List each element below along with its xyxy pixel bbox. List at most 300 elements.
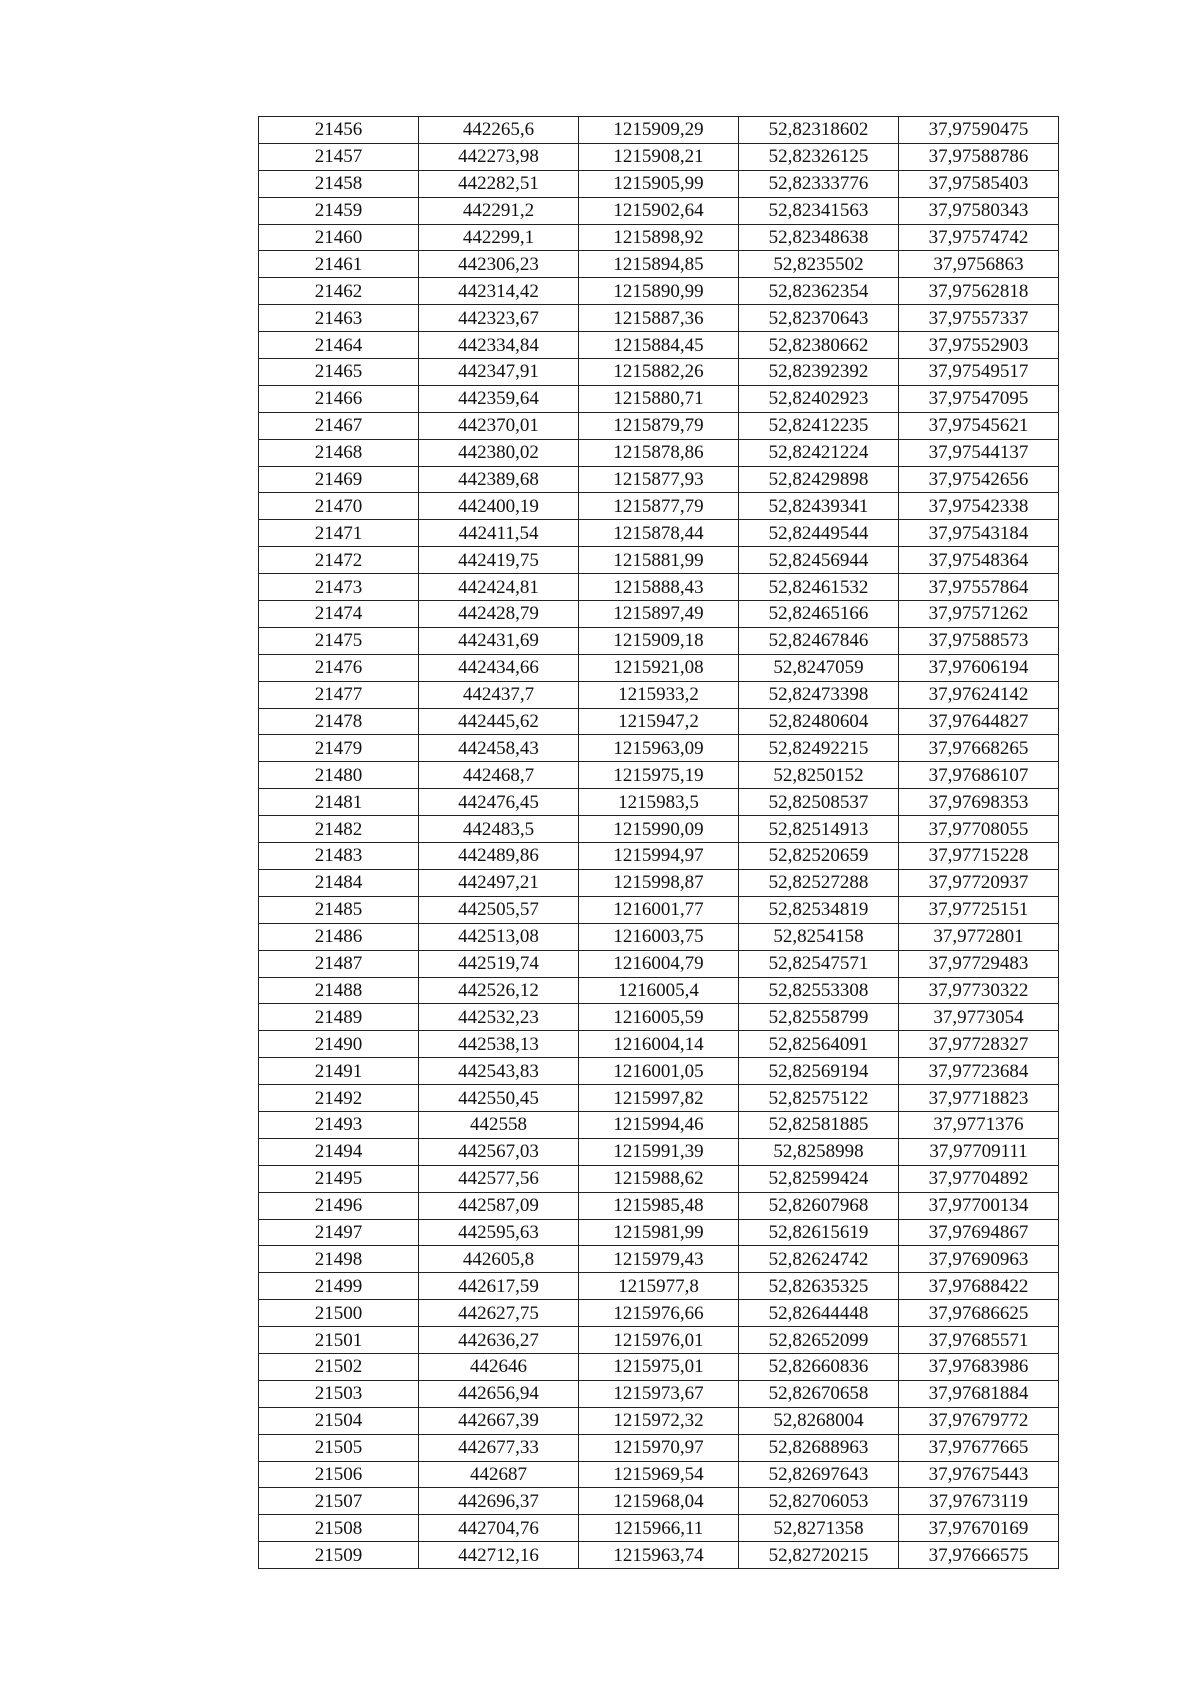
latitude-cell: 52,82688963	[739, 1434, 899, 1461]
y-coordinate-cell: 1215968,04	[579, 1488, 739, 1515]
table-row	[259, 1327, 1059, 1354]
table-row	[259, 896, 1059, 923]
longitude-cell: 37,97725151	[899, 896, 1059, 923]
longitude-cell: 37,97644827	[899, 708, 1059, 735]
point-number-cell: 21476	[259, 654, 419, 681]
y-coordinate-cell: 1216005,4	[579, 977, 739, 1004]
table-row	[259, 1380, 1059, 1407]
point-number-cell: 21477	[259, 681, 419, 708]
point-number-cell: 21470	[259, 493, 419, 520]
x-coordinate-cell: 442526,12	[419, 977, 579, 1004]
x-coordinate-cell: 442483,5	[419, 816, 579, 843]
longitude-cell: 37,97679772	[899, 1407, 1059, 1434]
longitude-cell: 37,97715228	[899, 843, 1059, 870]
y-coordinate-cell: 1215976,66	[579, 1300, 739, 1327]
longitude-cell: 37,97708055	[899, 816, 1059, 843]
latitude-cell: 52,82461532	[739, 574, 899, 601]
y-coordinate-cell: 1215877,93	[579, 466, 739, 493]
point-number-cell: 21494	[259, 1138, 419, 1165]
table-row	[259, 1246, 1059, 1273]
table-row	[259, 224, 1059, 251]
longitude-cell: 37,97557337	[899, 305, 1059, 332]
point-number-cell: 21491	[259, 1058, 419, 1085]
latitude-cell: 52,82449544	[739, 520, 899, 547]
latitude-cell: 52,82421224	[739, 439, 899, 466]
x-coordinate-cell: 442696,37	[419, 1488, 579, 1515]
table-row	[259, 1407, 1059, 1434]
point-number-cell: 21486	[259, 923, 419, 950]
y-coordinate-cell: 1215976,01	[579, 1327, 739, 1354]
table-row	[259, 627, 1059, 654]
latitude-cell: 52,82652099	[739, 1327, 899, 1354]
table-row	[259, 1542, 1059, 1569]
longitude-cell: 37,97543184	[899, 520, 1059, 547]
point-number-cell: 21508	[259, 1515, 419, 1542]
latitude-cell: 52,82318602	[739, 117, 899, 144]
latitude-cell: 52,82697643	[739, 1461, 899, 1488]
longitude-cell: 37,97670169	[899, 1515, 1059, 1542]
table-row	[259, 117, 1059, 144]
latitude-cell: 52,82492215	[739, 735, 899, 762]
y-coordinate-cell: 1215998,87	[579, 869, 739, 896]
latitude-cell: 52,8258998	[739, 1138, 899, 1165]
x-coordinate-cell: 442380,02	[419, 439, 579, 466]
longitude-cell: 37,97700134	[899, 1192, 1059, 1219]
point-number-cell: 21456	[259, 117, 419, 144]
table-row	[259, 950, 1059, 977]
x-coordinate-cell: 442347,91	[419, 359, 579, 386]
x-coordinate-cell: 442359,64	[419, 385, 579, 412]
table-row	[259, 412, 1059, 439]
x-coordinate-cell: 442595,63	[419, 1219, 579, 1246]
y-coordinate-cell: 1215963,74	[579, 1542, 739, 1569]
y-coordinate-cell: 1215921,08	[579, 654, 739, 681]
x-coordinate-cell: 442273,98	[419, 143, 579, 170]
x-coordinate-cell: 442389,68	[419, 466, 579, 493]
y-coordinate-cell: 1215888,43	[579, 574, 739, 601]
y-coordinate-cell: 1215878,44	[579, 520, 739, 547]
x-coordinate-cell: 442505,57	[419, 896, 579, 923]
point-number-cell: 21474	[259, 601, 419, 628]
y-coordinate-cell: 1215887,36	[579, 305, 739, 332]
longitude-cell: 37,97718823	[899, 1085, 1059, 1112]
y-coordinate-cell: 1215894,85	[579, 251, 739, 278]
y-coordinate-cell: 1215966,11	[579, 1515, 739, 1542]
x-coordinate-cell: 442400,19	[419, 493, 579, 520]
x-coordinate-cell: 442323,67	[419, 305, 579, 332]
point-number-cell: 21499	[259, 1273, 419, 1300]
point-number-cell: 21484	[259, 869, 419, 896]
x-coordinate-cell: 442306,23	[419, 251, 579, 278]
longitude-cell: 37,9756863	[899, 251, 1059, 278]
point-number-cell: 21496	[259, 1192, 419, 1219]
point-number-cell: 21473	[259, 574, 419, 601]
latitude-cell: 52,82581885	[739, 1111, 899, 1138]
point-number-cell: 21472	[259, 547, 419, 574]
x-coordinate-cell: 442370,01	[419, 412, 579, 439]
y-coordinate-cell: 1216004,14	[579, 1031, 739, 1058]
x-coordinate-cell: 442636,27	[419, 1327, 579, 1354]
longitude-cell: 37,9773054	[899, 1004, 1059, 1031]
latitude-cell: 52,82720215	[739, 1542, 899, 1569]
longitude-cell: 37,97585403	[899, 170, 1059, 197]
longitude-cell: 37,97624142	[899, 681, 1059, 708]
table-row	[259, 1353, 1059, 1380]
x-coordinate-cell: 442532,23	[419, 1004, 579, 1031]
latitude-cell: 52,82527288	[739, 869, 899, 896]
y-coordinate-cell: 1215880,71	[579, 385, 739, 412]
point-number-cell: 21478	[259, 708, 419, 735]
x-coordinate-cell: 442656,94	[419, 1380, 579, 1407]
latitude-cell: 52,8250152	[739, 762, 899, 789]
point-number-cell: 21498	[259, 1246, 419, 1273]
table-row	[259, 1300, 1059, 1327]
x-coordinate-cell: 442419,75	[419, 547, 579, 574]
x-coordinate-cell: 442617,59	[419, 1273, 579, 1300]
point-number-cell: 21481	[259, 789, 419, 816]
latitude-cell: 52,82599424	[739, 1165, 899, 1192]
x-coordinate-cell: 442577,56	[419, 1165, 579, 1192]
longitude-cell: 37,97544137	[899, 439, 1059, 466]
y-coordinate-cell: 1215994,97	[579, 843, 739, 870]
y-coordinate-cell: 1215975,19	[579, 762, 739, 789]
table-row	[259, 1058, 1059, 1085]
latitude-cell: 52,82575122	[739, 1085, 899, 1112]
table-row	[259, 466, 1059, 493]
latitude-cell: 52,8268004	[739, 1407, 899, 1434]
y-coordinate-cell: 1215881,99	[579, 547, 739, 574]
latitude-cell: 52,82333776	[739, 170, 899, 197]
latitude-cell: 52,82520659	[739, 843, 899, 870]
longitude-cell: 37,97698353	[899, 789, 1059, 816]
y-coordinate-cell: 1215990,09	[579, 816, 739, 843]
latitude-cell: 52,82508537	[739, 789, 899, 816]
x-coordinate-cell: 442497,21	[419, 869, 579, 896]
y-coordinate-cell: 1215902,64	[579, 197, 739, 224]
table-row	[259, 1138, 1059, 1165]
table-row	[259, 869, 1059, 896]
y-coordinate-cell: 1215877,79	[579, 493, 739, 520]
longitude-cell: 37,97588786	[899, 143, 1059, 170]
table-row	[259, 1111, 1059, 1138]
table-row	[259, 601, 1059, 628]
longitude-cell: 37,97690963	[899, 1246, 1059, 1273]
latitude-cell: 52,82615619	[739, 1219, 899, 1246]
latitude-cell: 52,82402923	[739, 385, 899, 412]
table-row	[259, 977, 1059, 1004]
longitude-cell: 37,97723684	[899, 1058, 1059, 1085]
y-coordinate-cell: 1215970,97	[579, 1434, 739, 1461]
longitude-cell: 37,97590475	[899, 117, 1059, 144]
x-coordinate-cell: 442489,86	[419, 843, 579, 870]
longitude-cell: 37,97549517	[899, 359, 1059, 386]
y-coordinate-cell: 1216004,79	[579, 950, 739, 977]
latitude-cell: 52,82348638	[739, 224, 899, 251]
table-row	[259, 816, 1059, 843]
point-number-cell: 21485	[259, 896, 419, 923]
x-coordinate-cell: 442428,79	[419, 601, 579, 628]
x-coordinate-cell: 442538,13	[419, 1031, 579, 1058]
y-coordinate-cell: 1216001,05	[579, 1058, 739, 1085]
latitude-cell: 52,82660836	[739, 1353, 899, 1380]
table-row	[259, 547, 1059, 574]
latitude-cell: 52,8271358	[739, 1515, 899, 1542]
longitude-cell: 37,97681884	[899, 1380, 1059, 1407]
latitude-cell: 52,82341563	[739, 197, 899, 224]
longitude-cell: 37,97730322	[899, 977, 1059, 1004]
y-coordinate-cell: 1215994,46	[579, 1111, 739, 1138]
x-coordinate-cell: 442458,43	[419, 735, 579, 762]
table-row	[259, 762, 1059, 789]
table-row	[259, 735, 1059, 762]
y-coordinate-cell: 1215973,67	[579, 1380, 739, 1407]
y-coordinate-cell: 1215909,18	[579, 627, 739, 654]
longitude-cell: 37,97542338	[899, 493, 1059, 520]
table-row	[259, 708, 1059, 735]
latitude-cell: 52,82362354	[739, 278, 899, 305]
point-number-cell: 21464	[259, 332, 419, 359]
point-number-cell: 21502	[259, 1353, 419, 1380]
table-row	[259, 359, 1059, 386]
y-coordinate-cell: 1215933,2	[579, 681, 739, 708]
x-coordinate-cell: 442431,69	[419, 627, 579, 654]
latitude-cell: 52,8235502	[739, 251, 899, 278]
longitude-cell: 37,97666575	[899, 1542, 1059, 1569]
y-coordinate-cell: 1215878,86	[579, 439, 739, 466]
table-row	[259, 1085, 1059, 1112]
x-coordinate-cell: 442476,45	[419, 789, 579, 816]
point-number-cell: 21501	[259, 1327, 419, 1354]
y-coordinate-cell: 1216005,59	[579, 1004, 739, 1031]
point-number-cell: 21457	[259, 143, 419, 170]
table-row	[259, 520, 1059, 547]
y-coordinate-cell: 1215988,62	[579, 1165, 739, 1192]
x-coordinate-cell: 442424,81	[419, 574, 579, 601]
latitude-cell: 52,82547571	[739, 950, 899, 977]
x-coordinate-cell: 442411,54	[419, 520, 579, 547]
y-coordinate-cell: 1215884,45	[579, 332, 739, 359]
latitude-cell: 52,82456944	[739, 547, 899, 574]
longitude-cell: 37,97728327	[899, 1031, 1059, 1058]
longitude-cell: 37,97562818	[899, 278, 1059, 305]
x-coordinate-cell: 442468,7	[419, 762, 579, 789]
table-row	[259, 1004, 1059, 1031]
longitude-cell: 37,97694867	[899, 1219, 1059, 1246]
point-number-cell: 21463	[259, 305, 419, 332]
longitude-cell: 37,97542656	[899, 466, 1059, 493]
point-number-cell: 21467	[259, 412, 419, 439]
point-number-cell: 21505	[259, 1434, 419, 1461]
table-row	[259, 654, 1059, 681]
latitude-cell: 52,82534819	[739, 896, 899, 923]
x-coordinate-cell: 442434,66	[419, 654, 579, 681]
latitude-cell: 52,82412235	[739, 412, 899, 439]
point-number-cell: 21487	[259, 950, 419, 977]
point-number-cell: 21480	[259, 762, 419, 789]
point-number-cell: 21483	[259, 843, 419, 870]
longitude-cell: 37,97729483	[899, 950, 1059, 977]
y-coordinate-cell: 1215909,29	[579, 117, 739, 144]
longitude-cell: 37,97545621	[899, 412, 1059, 439]
point-number-cell: 21482	[259, 816, 419, 843]
table-row	[259, 439, 1059, 466]
latitude-cell: 52,8254158	[739, 923, 899, 950]
x-coordinate-cell: 442712,16	[419, 1542, 579, 1569]
table-row	[259, 493, 1059, 520]
x-coordinate-cell: 442543,83	[419, 1058, 579, 1085]
longitude-cell: 37,97686625	[899, 1300, 1059, 1327]
y-coordinate-cell: 1215975,01	[579, 1353, 739, 1380]
y-coordinate-cell: 1215879,79	[579, 412, 739, 439]
y-coordinate-cell: 1215983,5	[579, 789, 739, 816]
point-number-cell: 21461	[259, 251, 419, 278]
x-coordinate-cell: 442550,45	[419, 1085, 579, 1112]
longitude-cell: 37,97685571	[899, 1327, 1059, 1354]
y-coordinate-cell: 1215898,92	[579, 224, 739, 251]
longitude-cell: 37,97557864	[899, 574, 1059, 601]
table-row	[259, 1488, 1059, 1515]
y-coordinate-cell: 1215890,99	[579, 278, 739, 305]
table-row	[259, 1515, 1059, 1542]
x-coordinate-cell: 442704,76	[419, 1515, 579, 1542]
table-row	[259, 681, 1059, 708]
point-number-cell: 21503	[259, 1380, 419, 1407]
table-row	[259, 1273, 1059, 1300]
latitude-cell: 52,82392392	[739, 359, 899, 386]
point-number-cell: 21471	[259, 520, 419, 547]
coordinates-table	[258, 116, 1059, 1569]
table-row	[259, 332, 1059, 359]
y-coordinate-cell: 1215882,26	[579, 359, 739, 386]
longitude-cell: 37,97677665	[899, 1434, 1059, 1461]
y-coordinate-cell: 1215979,43	[579, 1246, 739, 1273]
point-number-cell: 21507	[259, 1488, 419, 1515]
latitude-cell: 52,82706053	[739, 1488, 899, 1515]
longitude-cell: 37,97574742	[899, 224, 1059, 251]
point-number-cell: 21462	[259, 278, 419, 305]
y-coordinate-cell: 1215908,21	[579, 143, 739, 170]
longitude-cell: 37,9771376	[899, 1111, 1059, 1138]
point-number-cell: 21488	[259, 977, 419, 1004]
x-coordinate-cell: 442445,62	[419, 708, 579, 735]
point-number-cell: 21492	[259, 1085, 419, 1112]
y-coordinate-cell: 1216001,77	[579, 896, 739, 923]
latitude-cell: 52,82380662	[739, 332, 899, 359]
point-number-cell: 21468	[259, 439, 419, 466]
latitude-cell: 52,82480604	[739, 708, 899, 735]
x-coordinate-cell: 442314,42	[419, 278, 579, 305]
x-coordinate-cell: 442291,2	[419, 197, 579, 224]
point-number-cell: 21504	[259, 1407, 419, 1434]
x-coordinate-cell: 442334,84	[419, 332, 579, 359]
longitude-cell: 37,97547095	[899, 385, 1059, 412]
latitude-cell: 52,82569194	[739, 1058, 899, 1085]
latitude-cell: 52,82326125	[739, 143, 899, 170]
table-row	[259, 1461, 1059, 1488]
x-coordinate-cell: 442299,1	[419, 224, 579, 251]
latitude-cell: 52,82370643	[739, 305, 899, 332]
x-coordinate-cell: 442687	[419, 1461, 579, 1488]
x-coordinate-cell: 442605,8	[419, 1246, 579, 1273]
y-coordinate-cell: 1215969,54	[579, 1461, 739, 1488]
y-coordinate-cell: 1215972,32	[579, 1407, 739, 1434]
longitude-cell: 37,97720937	[899, 869, 1059, 896]
longitude-cell: 37,97552903	[899, 332, 1059, 359]
latitude-cell: 52,82624742	[739, 1246, 899, 1273]
latitude-cell: 52,82607968	[739, 1192, 899, 1219]
longitude-cell: 37,97606194	[899, 654, 1059, 681]
point-number-cell: 21475	[259, 627, 419, 654]
point-number-cell: 21490	[259, 1031, 419, 1058]
longitude-cell: 37,97668265	[899, 735, 1059, 762]
longitude-cell: 37,97571262	[899, 601, 1059, 628]
table-row	[259, 789, 1059, 816]
table-row	[259, 170, 1059, 197]
point-number-cell: 21459	[259, 197, 419, 224]
latitude-cell: 52,82644448	[739, 1300, 899, 1327]
x-coordinate-cell: 442265,6	[419, 117, 579, 144]
longitude-cell: 37,97688422	[899, 1273, 1059, 1300]
x-coordinate-cell: 442282,51	[419, 170, 579, 197]
longitude-cell: 37,97683986	[899, 1353, 1059, 1380]
latitude-cell: 52,8247059	[739, 654, 899, 681]
longitude-cell: 37,9772801	[899, 923, 1059, 950]
y-coordinate-cell: 1215897,49	[579, 601, 739, 628]
table-row	[259, 1434, 1059, 1461]
latitude-cell: 52,82465166	[739, 601, 899, 628]
longitude-cell: 37,97675443	[899, 1461, 1059, 1488]
table-row	[259, 1219, 1059, 1246]
longitude-cell: 37,97588573	[899, 627, 1059, 654]
latitude-cell: 52,82467846	[739, 627, 899, 654]
point-number-cell: 21465	[259, 359, 419, 386]
point-number-cell: 21460	[259, 224, 419, 251]
table-row	[259, 305, 1059, 332]
longitude-cell: 37,97704892	[899, 1165, 1059, 1192]
point-number-cell: 21479	[259, 735, 419, 762]
latitude-cell: 52,82429898	[739, 466, 899, 493]
x-coordinate-cell: 442587,09	[419, 1192, 579, 1219]
y-coordinate-cell: 1215963,09	[579, 735, 739, 762]
table-row	[259, 385, 1059, 412]
x-coordinate-cell: 442667,39	[419, 1407, 579, 1434]
point-number-cell: 21466	[259, 385, 419, 412]
table-row	[259, 843, 1059, 870]
y-coordinate-cell: 1216003,75	[579, 923, 739, 950]
x-coordinate-cell: 442567,03	[419, 1138, 579, 1165]
latitude-cell: 52,82553308	[739, 977, 899, 1004]
x-coordinate-cell: 442513,08	[419, 923, 579, 950]
x-coordinate-cell: 442646	[419, 1353, 579, 1380]
latitude-cell: 52,82670658	[739, 1380, 899, 1407]
longitude-cell: 37,97686107	[899, 762, 1059, 789]
y-coordinate-cell: 1215991,39	[579, 1138, 739, 1165]
x-coordinate-cell: 442437,7	[419, 681, 579, 708]
y-coordinate-cell: 1215981,99	[579, 1219, 739, 1246]
table-row	[259, 1165, 1059, 1192]
y-coordinate-cell: 1215905,99	[579, 170, 739, 197]
y-coordinate-cell: 1215947,2	[579, 708, 739, 735]
latitude-cell: 52,82558799	[739, 1004, 899, 1031]
point-number-cell: 21500	[259, 1300, 419, 1327]
y-coordinate-cell: 1215985,48	[579, 1192, 739, 1219]
y-coordinate-cell: 1215997,82	[579, 1085, 739, 1112]
longitude-cell: 37,97580343	[899, 197, 1059, 224]
longitude-cell: 37,97548364	[899, 547, 1059, 574]
point-number-cell: 21458	[259, 170, 419, 197]
table-row	[259, 197, 1059, 224]
x-coordinate-cell: 442519,74	[419, 950, 579, 977]
